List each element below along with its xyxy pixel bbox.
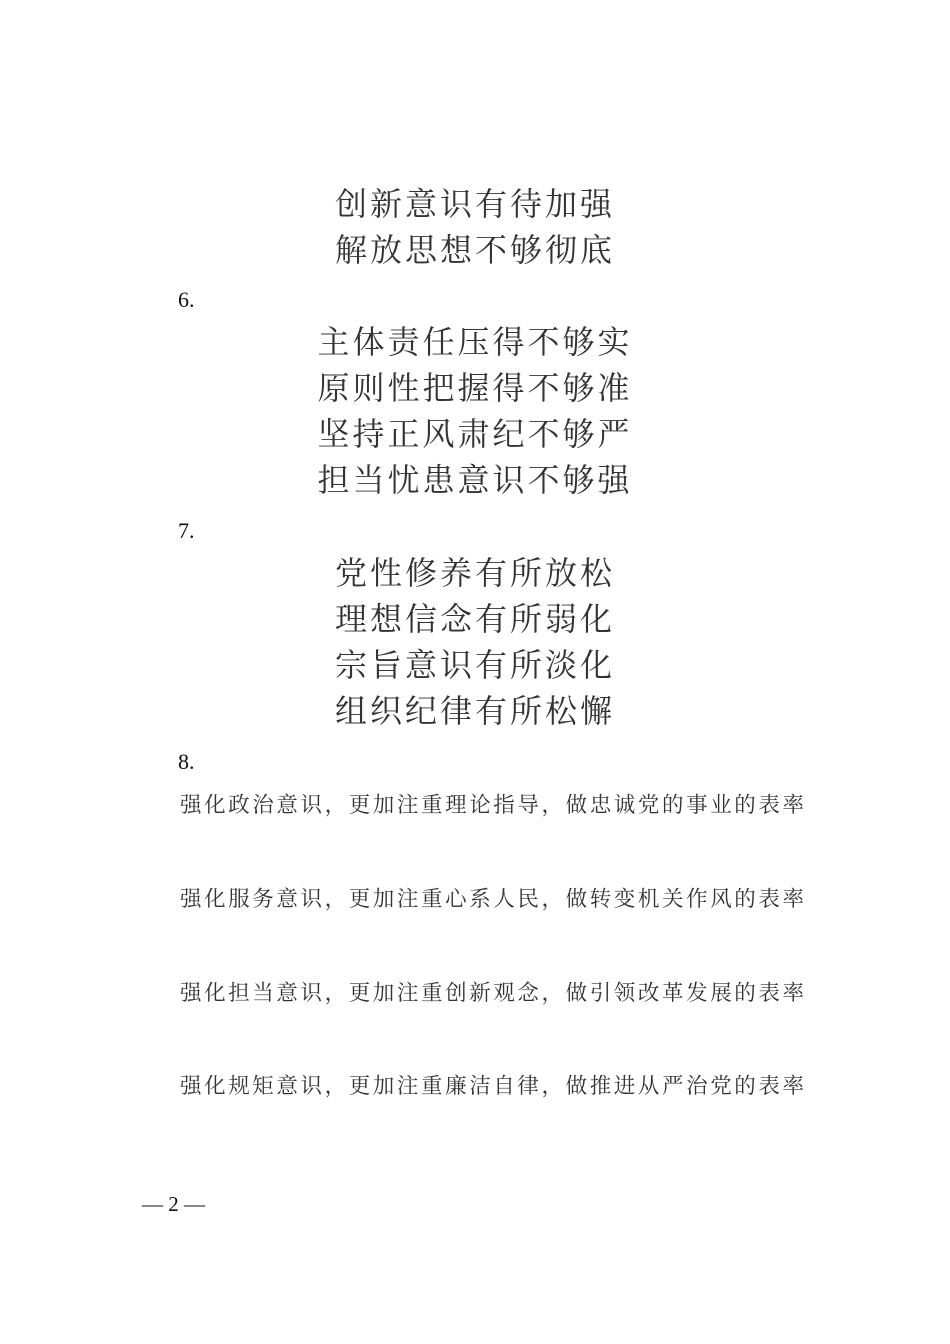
list-line: 主体责任压得不够实 (317, 323, 633, 361)
list-line: 党性修养有所放松 (334, 554, 615, 592)
section-8-number: 8. (178, 749, 195, 774)
paragraph: 强化服务意识，更加注重心系人民，做转变机关作风的表率 (180, 887, 807, 912)
list-line: 创新意识有待加强 (334, 185, 615, 223)
list-line: 担当忧患意识不够强 (317, 461, 633, 499)
section-7-list (0, 550, 950, 734)
paragraph: 强化政治意识，更加注重理论指导，做忠诚党的事业的表率 (180, 793, 807, 818)
section-5-list (0, 181, 950, 273)
list-line: 组织纪律有所松懈 (334, 692, 615, 730)
section-6-list (0, 319, 950, 503)
list-line: 原则性把握得不够准 (317, 369, 633, 407)
section-7-number: 7. (178, 518, 195, 543)
paragraph: 强化担当意识，更加注重创新观念，做引领改革发展的表率 (180, 981, 807, 1006)
page-number: — 2 — (142, 1192, 205, 1216)
list-line: 坚持正风肃纪不够严 (317, 415, 633, 453)
list-line: 理想信念有所弱化 (334, 600, 615, 638)
list-line: 解放思想不够彻底 (334, 231, 615, 269)
section-6-number: 6. (178, 287, 195, 312)
list-line: 宗旨意识有所淡化 (334, 646, 615, 684)
paragraph: 强化规矩意识，更加注重廉洁自律，做推进从严治党的表率 (180, 1074, 807, 1099)
